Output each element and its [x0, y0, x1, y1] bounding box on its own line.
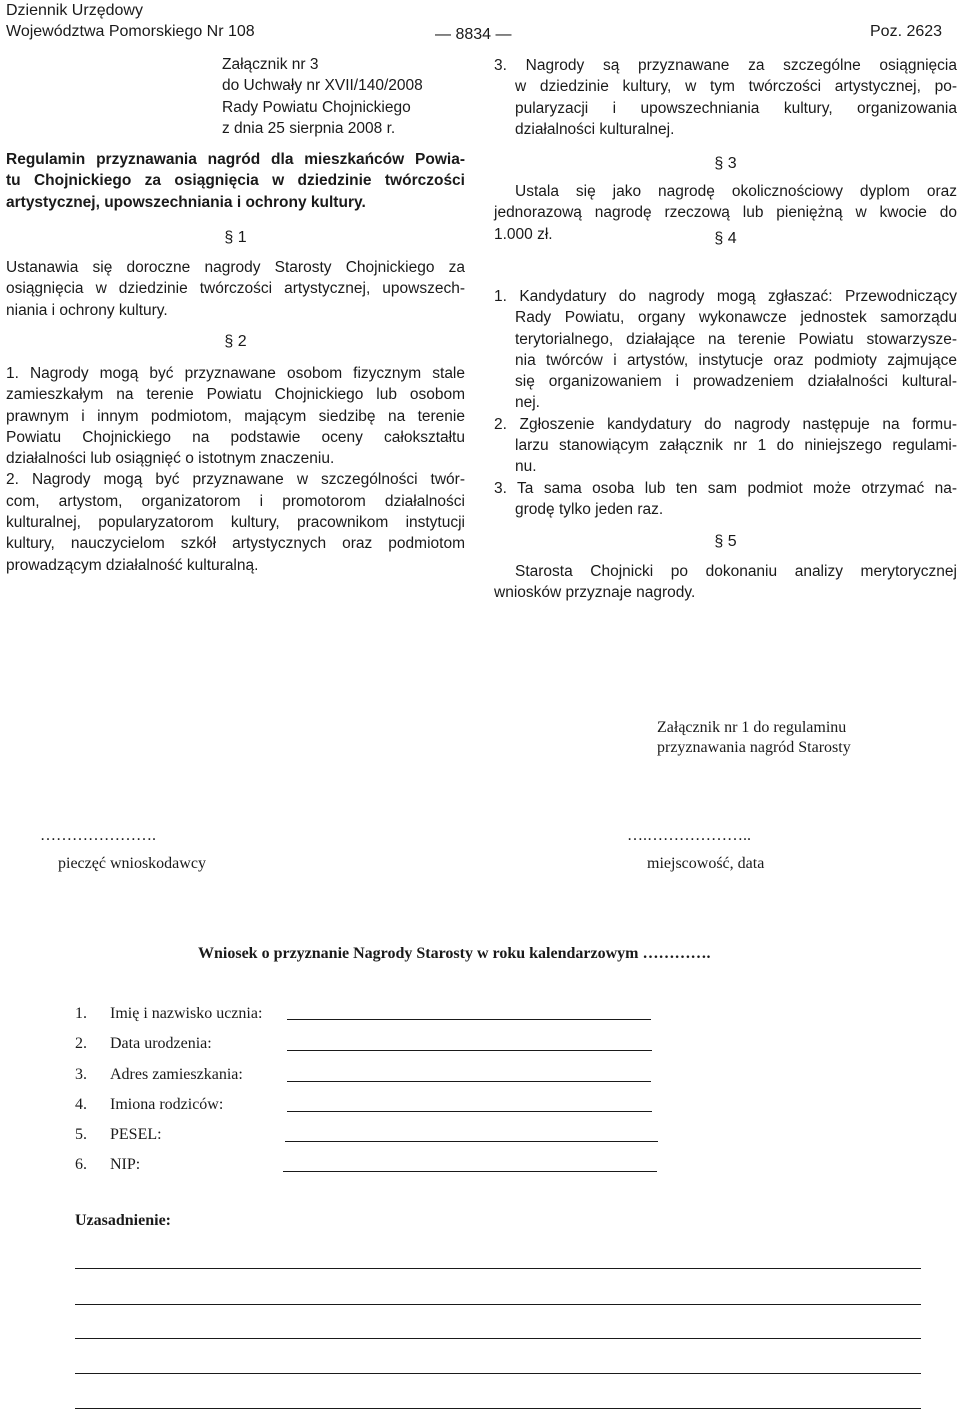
section-4-text [494, 286, 957, 520]
section-line: kultury, nauczycielom szkół artystycznych oraz podmiotom [6, 535, 465, 553]
place-date-label: miejscowość, data [647, 855, 765, 872]
section-line: nu. [515, 458, 537, 476]
section-line: zamieszkałym na terenie Powiatu Chojnickiego lub osobom [6, 386, 465, 404]
form-field-pesel [0, 1125, 960, 1145]
section-line: osiągnięcia w dziedzinie twórczości artystycznej, upowszech- [6, 280, 465, 298]
field-label: Imię i nazwisko ucznia: [110, 1005, 263, 1022]
section-2-text [6, 363, 465, 576]
section-line: com, artystom, organizatorom i promotorom działalności [6, 492, 465, 510]
position-number: Poz. 2623 [870, 23, 943, 40]
form-field-nip [0, 1155, 960, 1175]
section-2-point-3 [494, 55, 957, 140]
justification-line[interactable] [75, 1338, 921, 1339]
section-line: nej. [515, 394, 540, 412]
page-number: — 8834 — [435, 26, 512, 43]
section-line: pularyzacji i upowszechniania kultury, organizowania [515, 99, 957, 117]
field-label: NIP: [110, 1156, 141, 1173]
place-date-dots: ….……………….. [627, 827, 751, 844]
regulation-title-line: Regulamin przyznawania nagród dla mieszkańców Powia- [6, 151, 465, 168]
section-line: Powiatu Chojnickiego na podstawie oceny całokształtu [6, 428, 465, 446]
pesel-input-line[interactable] [285, 1141, 658, 1142]
section-line: Starosta Chojnicki po dokonaniu analizy merytorycznej [515, 563, 957, 580]
section-line: działalności kulturalnej. [515, 120, 675, 138]
field-number: 5. [75, 1126, 87, 1143]
parents-input-line[interactable] [287, 1111, 652, 1112]
field-number: 4. [75, 1096, 87, 1113]
attachment-reference [222, 54, 423, 139]
field-label: PESEL: [110, 1126, 162, 1143]
section-line: grodę tylko jeden raz. [515, 500, 664, 518]
annex-reference [657, 718, 851, 758]
section-line: działalności lub osiągnięć o istotnym znaczeniu. [6, 450, 335, 468]
field-number: 2. [75, 1035, 87, 1052]
section-line: terytorialnego, działające na terenie Powiatu stowarzysze- [515, 330, 957, 348]
address-input-line[interactable] [287, 1081, 651, 1082]
justification-label: Uzasadnienie: [75, 1212, 171, 1229]
section-line: prawnym i innym podmiotom, mającym siedzibę na terenie [6, 407, 465, 425]
section-4-heading: § 4 [714, 230, 737, 247]
section-line: 3. Nagrody są przyznawane za szczególne osiągnięcia [494, 57, 957, 74]
stamp-label: pieczęć wnioskodawcy [58, 855, 206, 872]
section-line: w dziedzinie kultury, w tym twórczości artystycznej, po- [515, 78, 957, 96]
section-1-heading: § 1 [224, 229, 247, 246]
section-line: Rady Powiatu, organy wykonawcze jednostek samorządu [515, 309, 957, 327]
section-line: wniosków przyznaje nagrody. [494, 584, 696, 602]
form-field-address [0, 1065, 960, 1085]
section-line: Ustala się jako nagrodę okolicznościowy dyplom oraz [515, 183, 957, 200]
section-line: 2. Nagrody mogą być przyznawane w szczególności twór- [6, 471, 465, 489]
form-field-birthdate [0, 1034, 960, 1054]
section-1-text [6, 257, 465, 321]
attachment-line: z dnia 25 sierpnia 2008 r. [222, 119, 396, 137]
nip-input-line[interactable] [283, 1171, 657, 1172]
field-number: 1. [75, 1005, 87, 1022]
attachment-line: do Uchwały nr XVII/140/2008 [222, 77, 423, 95]
justification-line[interactable] [75, 1268, 921, 1269]
annex-line: przyznawania nagród Starosty [657, 739, 851, 756]
section-3-heading: § 3 [714, 155, 737, 172]
attachment-line: Załącznik nr 3 [222, 56, 319, 73]
section-5-text [494, 561, 957, 604]
section-line: jednorazową nagrodę rzeczową lub pieniężną w kwocie do [494, 204, 957, 222]
section-line: nia twórców i artystów, instytucje oraz podmioty zajmujące [515, 351, 957, 369]
application-title: Wniosek o przyznanie Nagrody Starosty w roku kalendarzowym …………. [198, 945, 711, 962]
section-line: kulturalnej, popularyzatorom kultury, pracownikom instytucji [6, 514, 465, 532]
field-label: Data urodzenia: [110, 1035, 212, 1052]
justification-line[interactable] [75, 1373, 921, 1374]
justification-line[interactable] [75, 1408, 921, 1409]
section-5-heading: § 5 [714, 533, 737, 550]
field-number: 3. [75, 1066, 87, 1083]
field-number: 6. [75, 1156, 87, 1173]
regulation-title-line: artystycznej, upowszechniania i ochrony kultury. [6, 193, 366, 211]
field-label: Imiona rodziców: [110, 1096, 224, 1113]
form-field-parents [0, 1095, 960, 1115]
section-line: 1.000 zł. [494, 225, 553, 243]
section-line: 3. Ta sama osoba lub ten sam podmiot może otrzymać na- [494, 479, 957, 497]
section-line: niania i ochrony kultury. [6, 301, 168, 319]
journal-title: Dziennik Urzędowy [6, 2, 143, 19]
section-line: 1. Kandydatury do nagrody mogą zgłaszać: Przewodniczący [494, 288, 957, 305]
section-line: 1. Nagrody mogą być przyznawane osobom fizycznym stale [6, 365, 465, 382]
stamp-dots: …………………. [40, 827, 156, 844]
regulation-title-line: tu Chojnickiego za osiągnięcia w dziedzinie twórczości [6, 172, 465, 190]
annex-line: Załącznik nr 1 do regulaminu [657, 719, 847, 736]
birthdate-input-line[interactable] [287, 1050, 652, 1051]
name-input-line[interactable] [287, 1019, 651, 1020]
justification-line[interactable] [75, 1304, 921, 1305]
field-label: Adres zamieszkania: [110, 1066, 243, 1083]
section-line: prowadzącym działalność kulturalną. [6, 556, 259, 574]
section-2-heading: § 2 [224, 333, 247, 350]
attachment-line: Rady Powiatu Chojnickiego [222, 98, 411, 116]
section-line: się organizowaniem i prowadzeniem działalności kultural- [515, 373, 957, 391]
regulation-title [6, 149, 465, 213]
journal-voivodeship: Województwa Pomorskiego Nr 108 [6, 23, 255, 40]
section-line: Ustanawia się doroczne nagrody Starosty Chojnickiego za [6, 259, 465, 276]
section-line: 2. Zgłoszenie kandydatury do nagrody następuje na formu- [494, 415, 957, 433]
form-field-name [0, 1004, 960, 1024]
section-line: larzu stanowiącym załącznik nr 1 do niniejszego regulami- [515, 437, 957, 455]
